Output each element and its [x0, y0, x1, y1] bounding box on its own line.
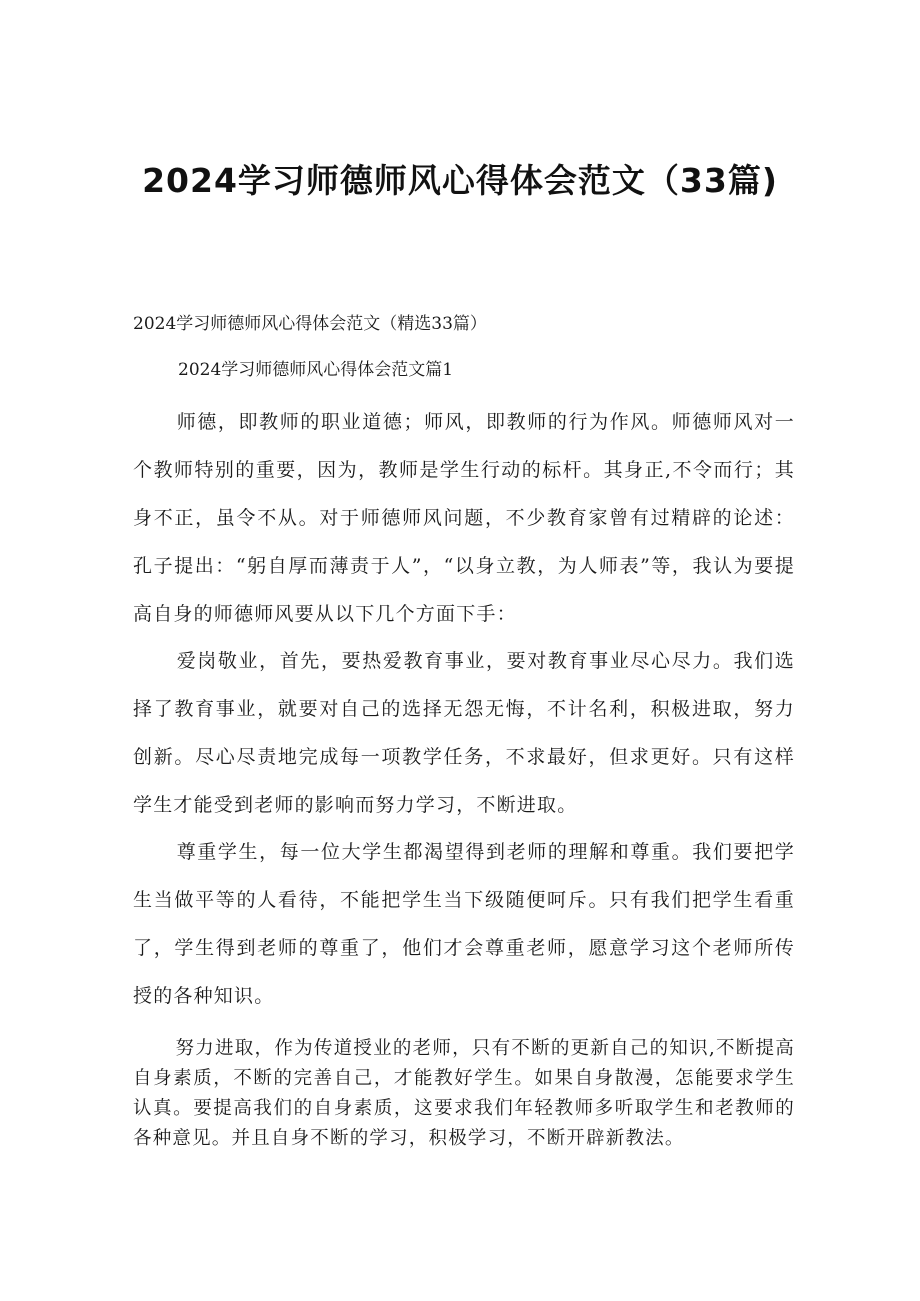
document-subtitle: 2024学习师德师风心得体会范文（精选33篇） — [133, 314, 487, 334]
section-heading: 2024学习师德师风心得体会范文篇1 — [178, 360, 454, 380]
document-title: 2024学习师德师风心得体会范文（33篇) — [142, 161, 778, 200]
paragraph: 尊重学生，每一位大学生都渴望得到老师的理解和尊重。我们要把学生当做平等的人看待，不能把学生当下级随便呵斥。只有我们把学生看重了，学生得到老师的尊重了，他们才会尊重老师，愿意学习这个老师所传授的各种知识。 — [133, 841, 795, 1007]
paragraph: 师德，即教师的职业道德；师风，即教师的行为作风。师德师风对一个教师特别的重要，因为，教师是学生行动的标杆。其身正,不令而行；其身不正，虽令不从。对于师德师风问题，不少教育家曾有过精辟的论述：孔子提出：“躬自厚而薄责于人”，“以身立教，为人师表”等，我认为要提高自身的师德师风要从以下几个方面下手： — [133, 411, 795, 625]
paragraph: 爱岗敬业，首先，要热爱教育事业，要对教育事业尽心尽力。我们选择了教育事业，就要对自己的选择无怨无悔，不计名利，积极进取，努力创新。尽心尽责地完成每一项教学任务，不求最好，但求更好。只有这样学生才能受到老师的影响而努力学习，不断进取。 — [133, 650, 795, 816]
paragraph: 努力进取，作为传道授业的老师，只有不断的更新自己的知识,不断提高自身素质，不断的完善自己，才能教好学生。如果自身散漫，怎能要求学生认真。要提高我们的自身素质，这要求我们年轻教师多听取学生和老教师的各种意见。并且自身不断的学习，积极学习，不断开辟新教法。 — [133, 1038, 795, 1149]
